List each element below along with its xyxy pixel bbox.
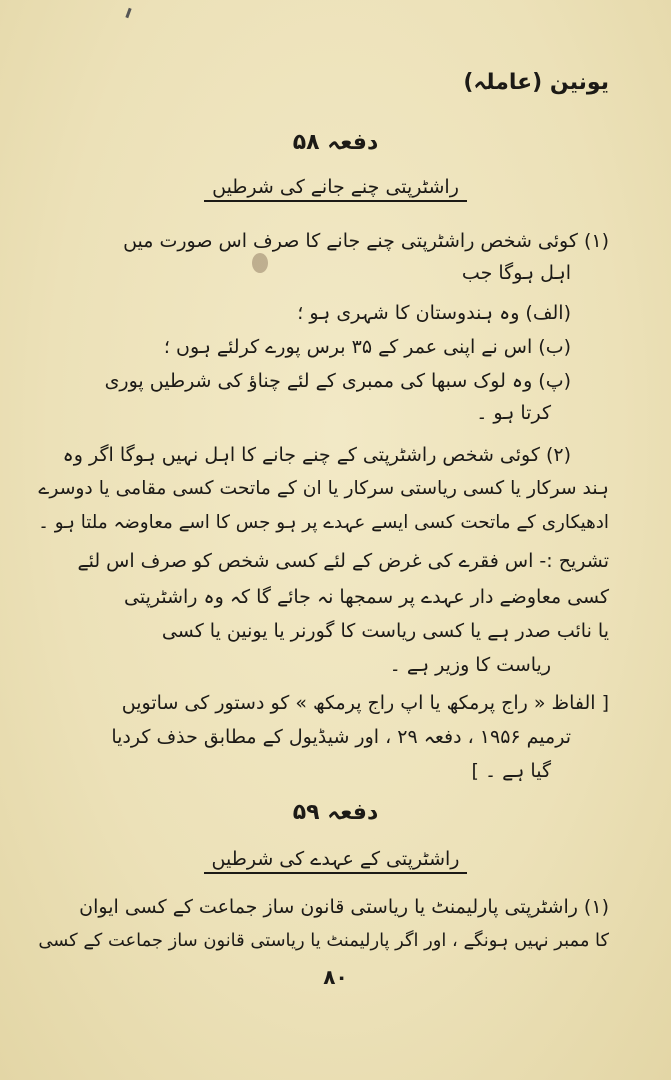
ink-mark — [125, 8, 131, 18]
text-line: (۱) راشٹرپتی پارلیمنٹ یا ریاستی قانون ساز جماعت کے کسی ایوان — [79, 896, 609, 918]
text-line: (۲) کوئی شخص راشٹرپتی کے چنے جانے کا اہل نہیں ہوگا اگر وہ — [62, 444, 571, 466]
text-line: تشریح :- اس فقرے کی غرض کے لئے کسی شخص کو صرف اس لئے — [77, 550, 609, 572]
text-line: (۱) کوئی شخص راشٹرپتی چنے جانے کا صرف اس صورت میں — [123, 230, 609, 252]
running-header: یونین (عاملہ) — [463, 70, 609, 95]
text-line: (الف) وہ ہندوستان کا شہری ہو ؛ — [297, 302, 571, 324]
text-line: (ب) اس نے اپنی عمر کے ۳۵ برس پورے کرلئے ہوں ؛ — [163, 336, 571, 358]
text-line: کسی معاوضے دار عہدے پر سمجھا نہ جائے گا کہ وہ راشٹرپتی — [124, 586, 609, 608]
text-line: ترمیم ۱۹۵۶ ، دفعہ ۲۹ ، اور شیڈیول کے مطابق حذف کردیا — [111, 726, 571, 748]
text-line: کرتا ہو ۔ — [476, 402, 551, 424]
page-number: ۸۰ — [323, 965, 348, 989]
text-line: ادھیکاری کے ماتحت کسی ایسے عہدے پر ہو جس کا اسے معاوضہ ملتا ہو ۔ — [38, 512, 609, 533]
text-line: (پ) وہ لوک سبھا کی ممبری کے لئے چناؤ کی شرطیں پوری — [104, 370, 571, 392]
section-58-subtitle: راشٹرپتی چنے جانے کی شرطیں — [0, 176, 671, 198]
ink-stain — [252, 253, 268, 273]
text-line: گیا ہے ۔ ] — [471, 760, 551, 782]
text-line: ہند سرکار یا کسی ریاستی سرکار یا ان کے ماتحت کسی مقامی یا دوسرے — [38, 478, 609, 499]
text-line: ریاست کا وزیر ہے ۔ — [389, 654, 551, 676]
text-line: [ الفاظ « راج پرمکھ یا اپ راج پرمکھ » کو دستور کی ساتویں — [121, 692, 609, 714]
section-58-title: دفعہ ۵۸ — [292, 130, 379, 155]
text-line: اہل ہوگا جب — [461, 262, 571, 284]
section-59-title: دفعہ ۵۹ — [292, 800, 379, 825]
section-59-subtitle: راشٹرپتی کے عہدے کی شرطیں — [0, 848, 671, 870]
text-line: یا نائب صدر ہے یا کسی ریاست کا گورنر یا یونین یا کسی — [161, 620, 609, 642]
text-line: کا ممبر نہیں ہونگے ، اور اگر پارلیمنٹ یا ریاستی قانون ساز جماعت کے کسی — [38, 930, 609, 951]
